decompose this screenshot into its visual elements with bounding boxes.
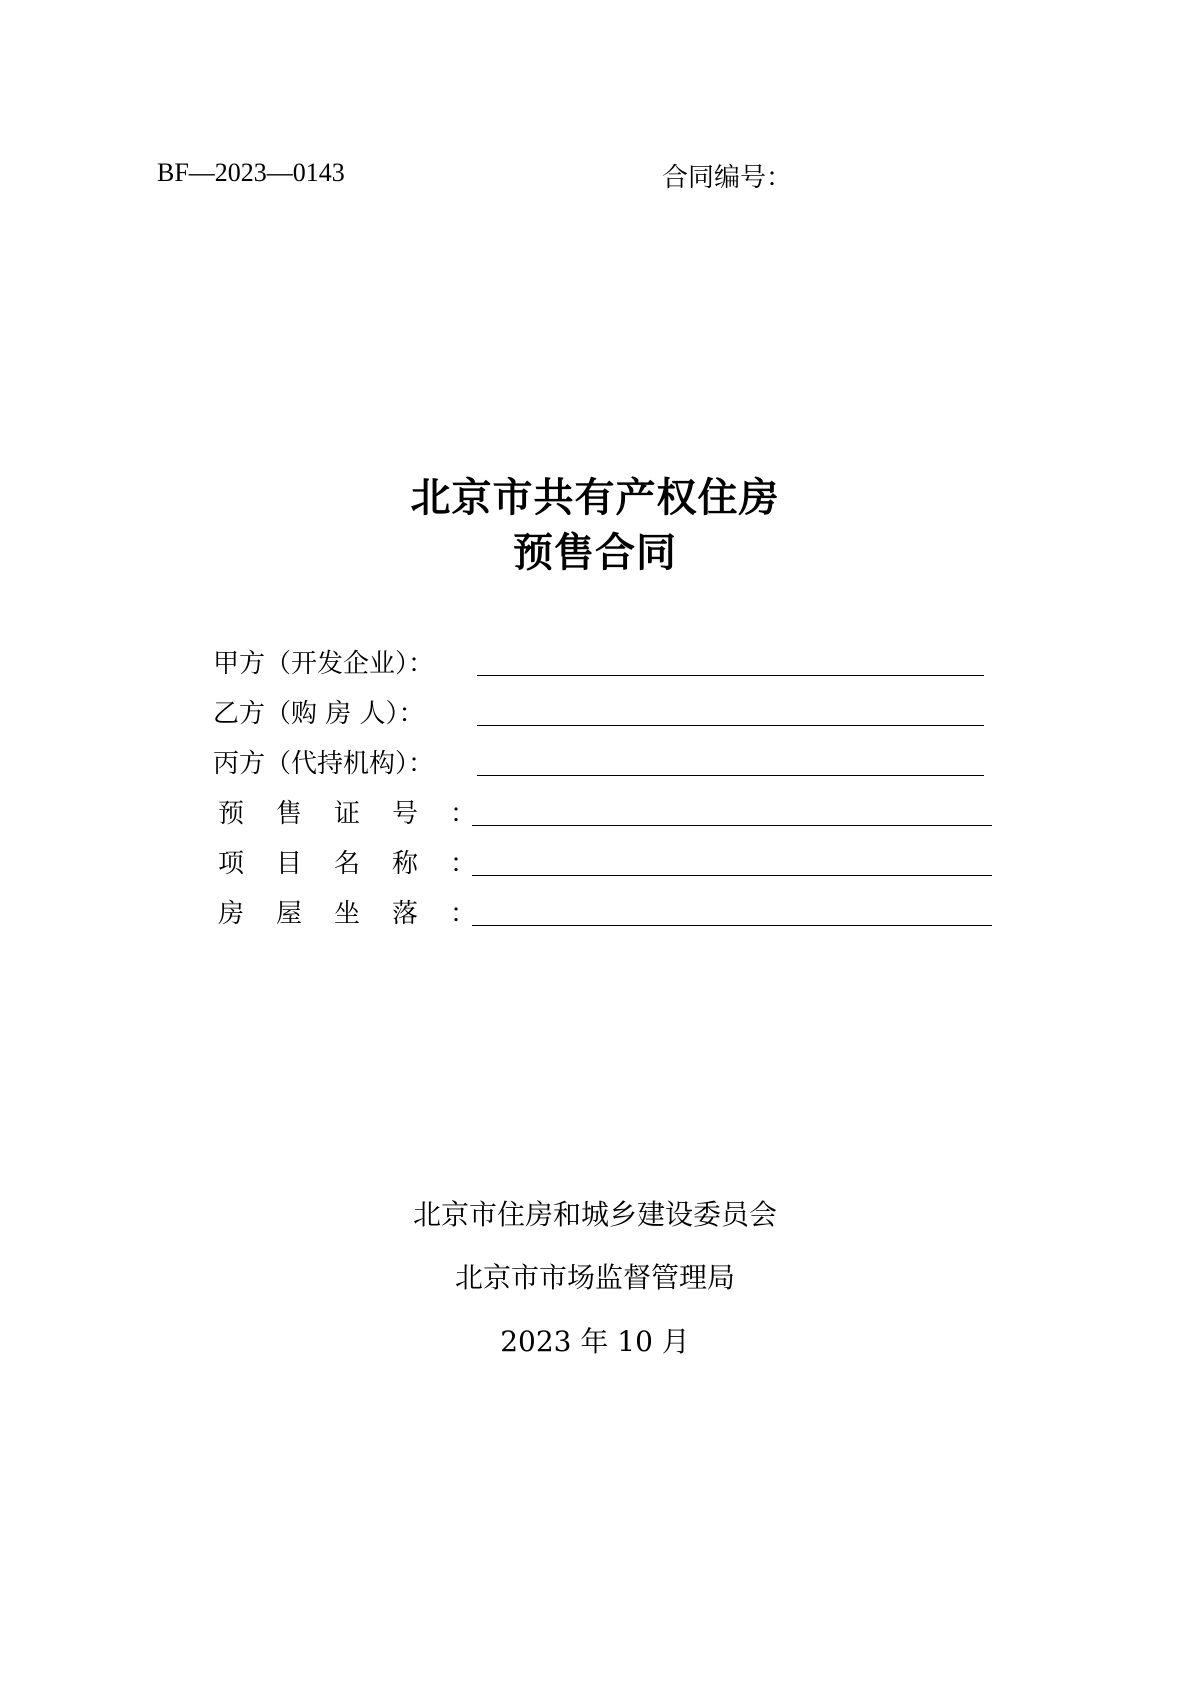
party-c-blank-line	[477, 775, 984, 776]
document-title-line1: 北京市共有产权住房	[410, 474, 780, 521]
presale-permit-label: 预售证号：	[218, 799, 509, 829]
party-b-blank-line	[477, 725, 984, 726]
party-a-blank-line	[477, 675, 984, 676]
presale-permit-blank-line	[472, 825, 992, 826]
contract-number-label: 合同编号：	[662, 163, 793, 193]
party-b-label: 乙方（购 房 人）：	[213, 699, 425, 729]
party-a-label: 甲方（开发企业）：	[213, 649, 435, 679]
property-location-label: 房屋坐落：	[218, 899, 509, 929]
document-code: BF—2023—0143	[157, 158, 345, 187]
project-name-blank-line	[472, 875, 992, 876]
issuer-housing-commission: 北京市住房和城乡建设委员会	[412, 1198, 777, 1231]
project-name-label: 项目名称：	[218, 849, 509, 879]
document-title-line2: 预售合同	[513, 529, 677, 576]
issue-date: 2023 年 10 月	[500, 1325, 690, 1358]
party-c-label: 丙方（代持机构）：	[213, 749, 435, 779]
property-location-blank-line	[472, 925, 992, 926]
issuer-market-regulation: 北京市市场监督管理局	[454, 1261, 735, 1294]
